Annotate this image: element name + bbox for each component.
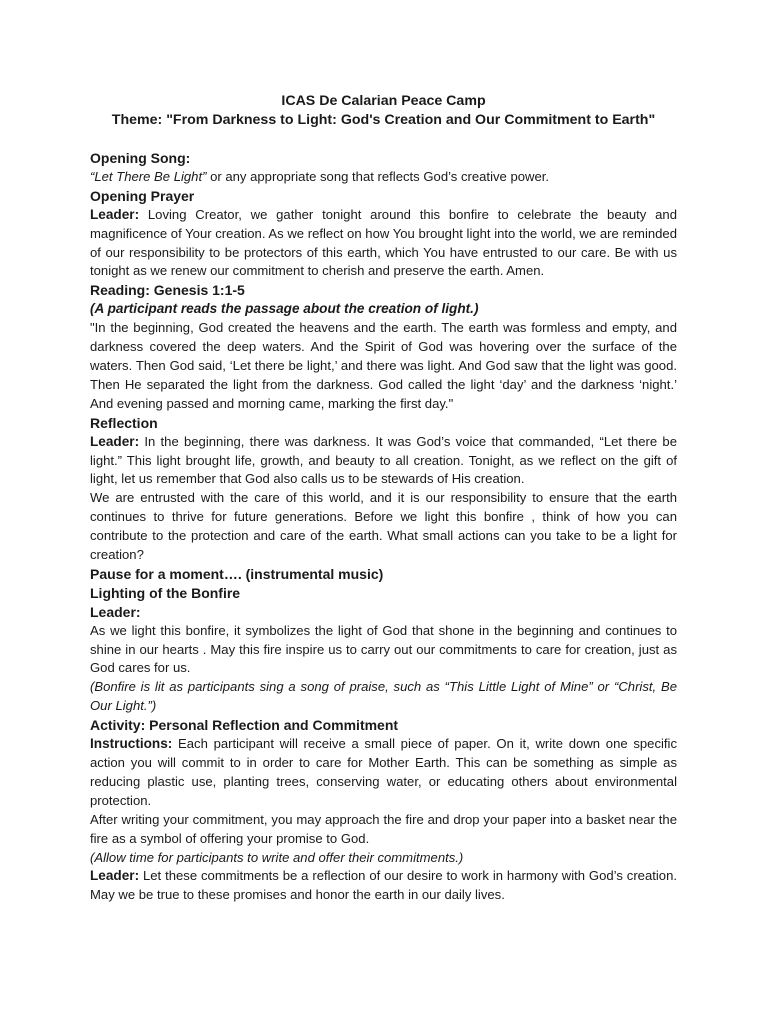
leader-label: Leader: [90, 433, 140, 449]
document-title: ICAS De Calarian Peace Camp [281, 93, 486, 109]
instructions-label: Instructions: [90, 736, 173, 752]
reflection-heading: Reflection [90, 414, 158, 431]
reflection-body: In the beginning, there was darkness. It was God’s voice that commanded, “Let there be light.” This light brought life, growth, and beauty to all creation. Tonight, as we reflect on the gift of light, let us remember that God also calls us to be stewards of His creation. [90, 433, 677, 487]
reading-heading: Reading: Genesis 1:1-5 [90, 282, 245, 299]
opening-song-text [90, 168, 677, 187]
opening-prayer-body: Loving Creator, we gather tonight around this bonfire to celebrate the beauty and magnificence of Your creation. As we reflect on how You brought light into the world, we are reminded of our responsibility to be protectors of this earth, which You have entrusted to our care. Be with us tonight as we renew our commitment to cherish and preserve the earth. Amen. [90, 206, 677, 279]
activity-instruction: (Allow time for participants to write and offer their commitments.) [90, 849, 464, 865]
activity-text-2: After writing your commitment, you may approach the fire and drop your paper into a basket near the fire as a symbol of offering your promise to God. [90, 811, 677, 846]
activity-closing [90, 867, 677, 905]
pause-heading: Pause for a moment…. (instrumental music) [90, 565, 384, 582]
activity-instructions [90, 735, 677, 811]
document-page [90, 92, 677, 905]
activity-heading: Activity: Personal Reflection and Commitment [90, 717, 399, 734]
reflection-text-2: We are entrusted with the care of this world, and it is our responsibility to ensure that the earth continues to thrive for future generations. Before we light this bonfire , think of how you can contribute to the protection and care of the earth. What small actions can you take to be a light for creation? [90, 490, 677, 563]
reading-text: "In the beginning, God created the heavens and the earth. The earth was formless and empty, and darkness covered the deep waters. And the Spirit of God was hovering over the surface of the waters. Then God said, ‘Let there be light,’ and there was light. And God saw that the light was good. Then He separated the light from the darkness. God called the light ‘day’ and the darkness ‘night.’ And evening passed and morning came, marking the first day." [90, 320, 677, 411]
activity-closing-body: Let these commitments be a reflection of our desire to work in harmony with God’s creation. May we be true to these promises and honor the earth in our daily lives. [90, 868, 677, 903]
lighting-leader-label: Leader: [90, 603, 141, 620]
activity-instructions-body: Each participant will receive a small piece of paper. On it, write down one specific action you will commit to in order to care for Mother Earth. This can be something as simple as reducing plastic use, planting trees, conserving water, or educating others about environmental protection. [90, 736, 677, 808]
document-theme: Theme: "From Darkness to Light: God's Creation and Our Commitment to Earth" [111, 112, 656, 128]
lighting-text: As we light this bonfire, it symbolizes the light of God that shone in the beginning and continues to shine in our hearts . May this fire inspire us to carry out our commitments to care for creation, just as God cares for us. [90, 622, 677, 676]
reading-instruction: (A participant reads the passage about the creation of light.) [90, 301, 479, 317]
leader-label: Leader: [90, 868, 140, 884]
opening-song-heading: Opening Song: [90, 150, 191, 166]
title-block [90, 92, 677, 130]
opening-song-description: or any appropriate song that reflects God’s creative power. [206, 168, 550, 184]
lighting-instruction: (Bonfire is lit as participants sing a song of praise, such as “This Little Light of Mine” or “Christ, Be Our Light.”) [90, 679, 677, 714]
leader-label: Leader: [90, 206, 140, 222]
lighting-heading: Lighting of the Bonfire [90, 584, 241, 601]
opening-prayer-text [90, 206, 677, 282]
reflection-text [90, 433, 677, 490]
song-title: “Let There Be Light” [90, 168, 207, 184]
opening-prayer-heading: Opening Prayer [90, 187, 195, 204]
